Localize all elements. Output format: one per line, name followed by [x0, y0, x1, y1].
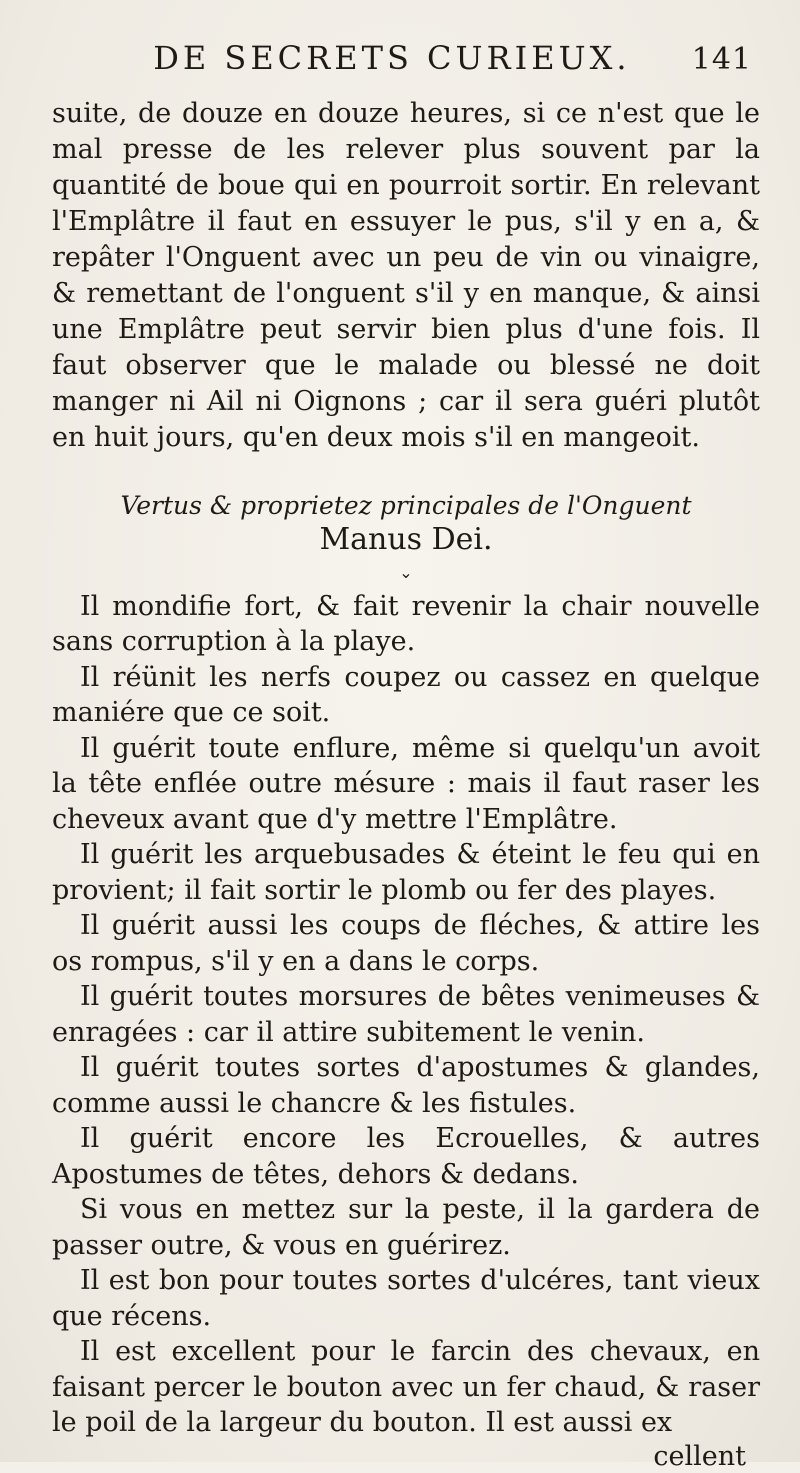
- page-number: 141: [691, 42, 752, 77]
- virtues-list: [52, 589, 760, 1441]
- virtue-paragraph: Il réünit les nerfs coupez ou cassez en quelque maniére que ce soit.: [52, 661, 760, 729]
- virtue-paragraph: Il est excellent pour le farcin des chevaux, en faisant percer le bouton avec un fer chaud, & raser le poil de la largeur du bouton. Il est aussi ex: [52, 1336, 760, 1439]
- virtue-paragraph: Il guérit les arquebusades & éteint le feu qui en provient; il fait sortir le plomb ou fer des playes.: [52, 839, 760, 906]
- virtue-paragraph: Il est bon pour toutes sortes d'ulcéres, tant vieux que récens.: [52, 1265, 760, 1332]
- continuation-paragraph: suite, de douze en douze heures, si ce n'est que le mal presse de les relever plus souvent par la quantité de boue qui en pourroit sortir. En relevant l'Emplâtre il faut en essuyer le pus, s'il y en a, & repâter l'Onguent avec un peu de vin ou vinaigre, & remettant de l'onguent s'il y en manque, & ainsi une Emplâtre peut servir bien plus d'une fois. Il faut observer que le malade ou blessé ne doit manger ni Ail ni Oignons ; car il sera guéri plutôt en huit jours, qu'en deux mois s'il en mangeoit.: [52, 98, 760, 453]
- virtue-paragraph: Il guérit encore les Ecrouelles, & autres Apostumes de têtes, dehors & dedans.: [52, 1123, 760, 1190]
- section-heading-italic: Vertus & proprietez principales de l'Onguent: [120, 491, 692, 520]
- virtue-paragraph: Il guérit toutes sortes d'apostumes & glandes, comme aussi le chancre & les fistules.: [52, 1052, 760, 1119]
- virtue-paragraph: Il mondifie fort, & fait revenir la chair nouvelle sans corruption à la playe.: [52, 590, 760, 658]
- section-heading-roman: Manus Dei.: [319, 522, 493, 558]
- section-heading: [52, 490, 760, 559]
- virtue-paragraph: Il guérit toute enflure, même si quelqu'un avoit la tête enflée outre mésure : mais il faut raser les cheveux avant que d'y mettre l'Emplâtre.: [52, 732, 760, 835]
- virtue-paragraph: Il guérit toutes morsures de bêtes venimeuses & enragées : car il attire subitement le venin.: [52, 981, 760, 1048]
- running-head: [52, 39, 760, 90]
- virtue-paragraph: Si vous en mettez sur la peste, il la gardera de passer outre, & vous en guérirez.: [52, 1194, 760, 1261]
- running-title: DE SECRETS CURIEUX.: [153, 39, 631, 77]
- ornament-mark: ⌄: [399, 562, 413, 582]
- catchword: cellent: [653, 1440, 746, 1472]
- virtue-paragraph: Il guérit aussi les coups de fléches, & attire les os rompus, s'il y en a dans le corps.: [52, 910, 760, 977]
